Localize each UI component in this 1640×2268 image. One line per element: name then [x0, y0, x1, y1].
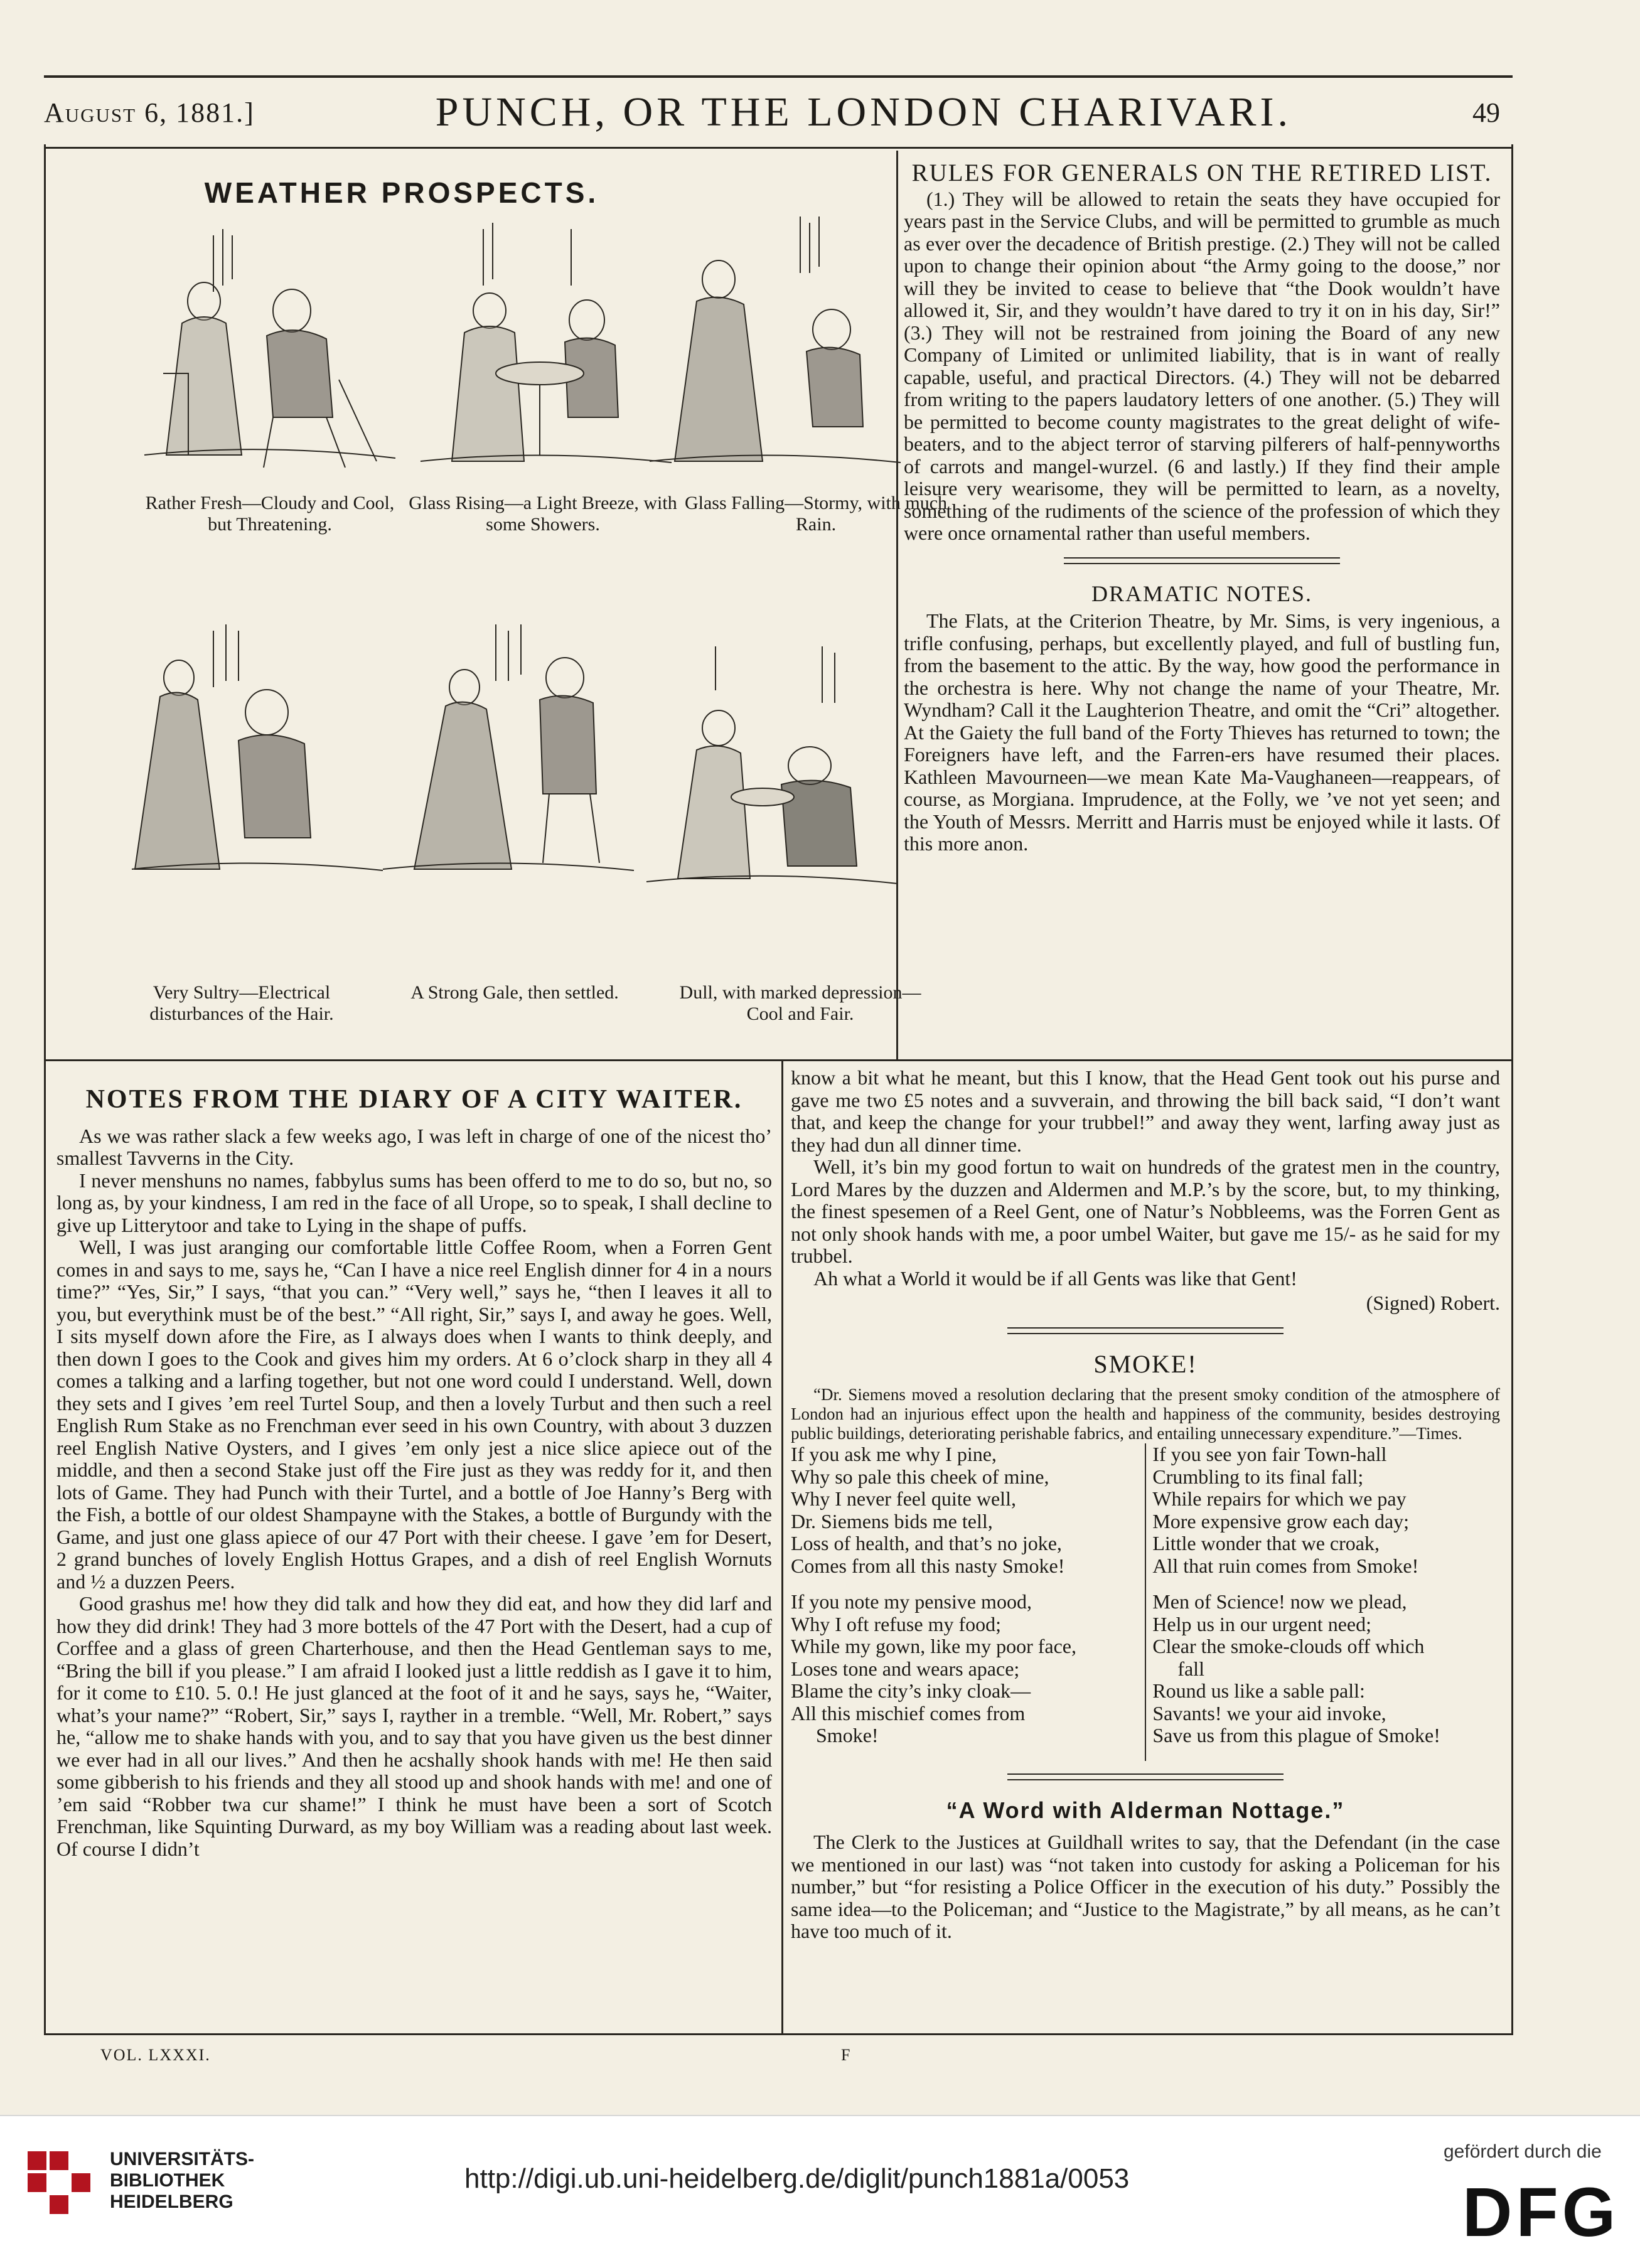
alderman-body: The Clerk to the Justices at Guildhall writes to say, that the Defendant (in the case we mentioned in our last) was “not taken into custody for asking a Policeman for his number,” but “for resisting a Police Officer in the execution of his duty.” Possibly the same idea—to the Policeman; and “Justice to the Magistrate,” by all means, as he can’t have too much of it. [791, 1831, 1500, 1942]
alderman-heading: “A Word with Alderman Nottage.” [946, 1797, 1345, 1823]
poem-line: While my gown, like my poor face, [791, 1635, 1076, 1657]
caption-4: Very Sultry—Electrical disturbances of the Hair. [149, 982, 334, 1024]
poem-line: Comes from all this nasty Smoke! [791, 1554, 1065, 1577]
poem-line: All that ruin comes from Smoke! [1152, 1554, 1419, 1577]
cartoon-panel-6 [640, 640, 904, 904]
rules-heading: RULES FOR GENERALS ON THE RETIRED LIST. [911, 159, 1493, 186]
digitization-bar [0, 2115, 1640, 2268]
poem-line: All this mischief comes from [791, 1701, 1026, 1725]
library-name-line: BIBLIOTHEK [110, 2170, 225, 2191]
diary-paragraph-3: Well, I was just aranging our comfortable little Coffee Room, when a Forren Gent comes in and says to me, says he, “Can I have a nice reel English dinner for 4 in a nours time?” “Yes, Sir,” I says, “that you can.” “Very well,” says he, “then I leaves it all to you, but everythink must be of the best.” “All right, Sir,” says I, and away he goes. Well, I sits myself down afore the Fire, as I always does when I wants to think deeply, and then down I goes to the Cook and gives him my orders. At 6 o’clock sharp in they all 4 comes a talking and a larfing together, but not one word could I understand. Well, down they sets and I gives ’em reel Turtel Soup, and then a lovely Turbut and then such a reel English Rum Stake as no Frenchman ever seed in his own Country, with about 3 duzzen reel English Native Oysters, and I gives ’em only jest a nice slice apiece out of the middle, and then a second Stake just off the Fire just as they was reddy for it, and then lots of Game. They had Punch with their Turtel, and a bottle of Joe Hanny’s Berg with the Fish, a bottle of our oldest Shampayne with the Stakes, a bottle of Burgundy with the Game, and just one glass apiece of our 47 Port with their cheese. I gave ’em for Desert, 2 grand bunches of lovely English Hottus Grapes, and a dish of reel English Wornuts and ½ a duzzen Peers. [56, 1236, 772, 1593]
funding-label: gefördert durch die [1444, 2141, 1602, 2162]
cartoon-panel-2 [414, 217, 678, 480]
dramatic-heading: DRAMATIC NOTES. [1091, 580, 1312, 606]
smoke-poem [791, 1443, 1500, 1761]
poem-line: fall [1177, 1657, 1204, 1680]
caption-6: Dull, with marked depression—Cool and Fair. [679, 982, 921, 1024]
poem-line: Why so pale this cheek of mine, [791, 1465, 1049, 1488]
smoke-quote: “Dr. Siemens moved a resolution declaring that the present smoky condition of the atmosphere of London had an injurious effect upon the health and happiness of the community, besides destroying public buildings, deteriorating perishable fabrics, and entailing unnecessary expenditure.”—Times. [791, 1385, 1500, 1443]
smoke-heading: SMOKE! [1093, 1349, 1198, 1378]
diary-column [56, 1085, 772, 1860]
right-lower-column [791, 1067, 1500, 1943]
poem-line: Dr. Siemens bids me tell, [791, 1509, 993, 1533]
poem-line: Savants! we your aid invoke, [1152, 1701, 1386, 1725]
poem-line: Round us like a sable pall: [1152, 1679, 1365, 1702]
poem-line: Little wonder that we croak, [1152, 1532, 1380, 1554]
frame-right-rule [1511, 144, 1513, 2033]
right-upper-column [904, 159, 1500, 855]
diary-paragraph-4: Good grashus me! how they did talk and how they did eat, and how they did larf and how they did drink! They had 3 more bottels of the 47 Port with the Desert, had a cup of Corffee and a glass of green Charterhouse, and then the Head Gentleman says to me, “Bring the bill if you please.” I am afraid I looked just a little reddish as I gave it to him, for it come to £10. 5. 0.! He just glanced at the foot of it and he says, says he, “Waiter, what’s your name?” “Robert, Sir,” says I, rayther in a tremble. “Well, Mr. Robert,” says he, “allow me to shake hands with you, and to say that you have given us the best dinner we ever had in all our lives.” And then he acshally shook hands with me! He then said some gibberish to his friends and they all stood up and shook hands with me! and one of ’em said “Robber twa cur shame!” I think he must have been a sort of Scotch Frenchman, like Squinting Durward, as my boy William was a reading about last week. Of course I didn’t [56, 1592, 772, 1860]
issue-date: August 6, 1881.] [44, 97, 255, 128]
page-header [44, 75, 1513, 149]
separator-1 [1064, 557, 1340, 564]
poem-line: Men of Science! now we plead, [1152, 1590, 1407, 1613]
diary-continuation-2: Well, it’s bin my good fortun to wait on hundreds of the gratest men in the country, Lord Mares by the duzzen and Aldermen and M.P.’s by the score, but, to my thinking, the finest spesemen of a Reel Gent, one of Natur’s Nobbleems, was the Forren Gent as not only shook hands with me, a poor umbel Waiter, but gave me 15/- as he said for my trubbel. [791, 1155, 1500, 1267]
poem-line: Blame the city’s inky cloak— [791, 1679, 1031, 1702]
publication-title: PUNCH, OR THE LONDON CHARIVARI. [435, 89, 1292, 135]
poem-line: If you ask me why I pine, [791, 1443, 997, 1465]
diary-continuation-3: Ah what a World it would be if all Gents was like that Gent! [813, 1266, 1297, 1290]
poem-line: Crumbling to its final fall; [1152, 1465, 1364, 1488]
diary-heading: NOTES FROM THE DIARY OF A CITY WAITER. [85, 1085, 743, 1114]
poem-left-column [791, 1443, 1146, 1761]
poem-stanza [1152, 1443, 1500, 1577]
weather-prospects-illustration [53, 151, 948, 1061]
library-name-line: HEIDELBERG [110, 2191, 233, 2212]
poem-stanza [1152, 1591, 1500, 1747]
poem-line: Save us from this plague of Smoke! [1152, 1724, 1440, 1746]
frame-left-rule [44, 144, 46, 2033]
diary-signature: (Signed) Robert. [1366, 1292, 1500, 1314]
volume-number: VOL. LXXXI. [100, 2046, 211, 2064]
library-name-line: UNIVERSITÄTS- [110, 2149, 255, 2169]
rules-body: (1.) They will be allowed to retain the seats they have occupied for years past in the Service Clubs, and will be permitted to grumble as much as ever over the decadence of British prestige. (2.) They will not be called upon to change their opinion about “the Army going to the doose,” nor will they be invited to cease to believe that “the Dook wouldn’t have allowed it, Sir, and they wouldn’t have dared to try it on in his day, Sir!” (3.) They will not be restrained from joining the Board of any new Company of Limited or unlimited liability, that is in want of really capable, useful, and practical Directors. (4.) They will not be debarred from writing to the papers laudatory letters of one another. (5.) They will be permitted to become county magistrates to the great delight of wife-beaters, and to the abject terror of starving pilferers of half-pennyworths of carrots and mangel-wurzel. (6 and lastly.) If they find their ample leisure very wearisome, they will be permitted to learn, as a novelty, something of the rudiments of the science of the profession of which they were once ornamental rather than useful members. [904, 187, 1500, 544]
poem-line: If you see yon fair Town-hall [1152, 1443, 1387, 1465]
column-divider-lower [781, 1061, 783, 2033]
poem-stanza [791, 1443, 1139, 1577]
poem-line: Clear the smoke-clouds off which [1152, 1635, 1425, 1657]
caption-3: Glass Falling—Stormy, with much Rain. [684, 493, 948, 535]
page-footer [100, 2046, 1513, 2077]
poem-line: More expensive grow each day; [1152, 1509, 1410, 1533]
diary-paragraph-1: As we was rather slack a few weeks ago, I was left in charge of one of the nicest tho’ smallest Tavverns in the City. [56, 1124, 772, 1169]
poem-line: Why I never feel quite well, [791, 1487, 1016, 1510]
dfg-logo: DFG [1462, 2174, 1620, 2251]
signature-mark: F [841, 2046, 852, 2064]
university-library-logo-icon [21, 2145, 97, 2220]
diary-continuation-1: know a bit what he meant, but this I know, that the Head Gent took out his purse and gave me two £5 notes and a suvverain, and throwing the bill back said, “I don’t want that, and keep the change for your trubbel!” and away they went, larfing away just as they had dun all dinner time. [791, 1066, 1500, 1156]
poem-stanza [791, 1591, 1139, 1747]
cartoon-panel-5 [377, 618, 640, 882]
poem-line: Loses tone and wears apace; [791, 1657, 1020, 1680]
cartoon-panel-3 [643, 210, 907, 474]
dramatic-body: The Flats, at the Criterion Theatre, by Mr. Sims, is very ingenious, a trifle confusing, perhaps, but excellently played, and full of bustling fun, from the basement to the attic. By the way, how good the performance in the orchestra is here. Why not change the name of your Theatre, Mr. Wyndham? Call it the Laughterion Theatre, and omit the “Cri” altogether. At the Gaiety the full band of the Forty Thieves has returned to town; the Foreigners have left, and the Farren-ers have resumed their places. Kathleen Mavourneen—we mean Kate Ma-Vaughaneen—reappears, of course, as Morgiana. Imprudence, at the Folly, we ’ve not yet seen; and the Youth of Messrs. Merritt and Harris must be enjoyed while it lasts. Of this more anon. [904, 609, 1500, 855]
separator-2 [1007, 1327, 1284, 1334]
weather-title: WEATHER PROSPECTS. [204, 176, 599, 209]
poem-line: Loss of health, and that’s no joke, [791, 1532, 1062, 1554]
separator-3 [1007, 1773, 1284, 1780]
source-url-link[interactable]: http://digi.ub.uni-heidelberg.de/diglit/punch1881a/0053 [464, 2163, 1130, 2194]
library-name [110, 2149, 254, 2213]
page-number: 49 [1472, 97, 1500, 128]
poem-line: While repairs for which we pay [1152, 1487, 1407, 1510]
diary-paragraph-2: I never menshuns no names, fabbylus sums has been offerd to me to do so, but no, so long as, by your kindness, I am red in the face of all Urope, so to speak, I shall decline to give up Litterytoor and take to Lying in the shape of puffs. [56, 1169, 772, 1236]
frame-bottom-rule [44, 2033, 1513, 2035]
caption-5: A Strong Gale, then settled. [410, 982, 619, 1003]
caption-1: Rather Fresh—Cloudy and Cool, but Threatening. [145, 493, 395, 535]
poem-line: Help us in our urgent need; [1152, 1612, 1371, 1635]
caption-2: Glass Rising—a Light Breeze, with some Showers. [409, 493, 677, 535]
poem-line: Smoke! [816, 1724, 879, 1746]
poem-line: If you note my pensive mood, [791, 1590, 1032, 1613]
cartoon-panel-1 [138, 217, 402, 480]
poem-line: Why I oft refuse my food; [791, 1612, 1002, 1635]
poem-right-column [1152, 1443, 1500, 1761]
cartoon-panel-4 [126, 618, 389, 882]
